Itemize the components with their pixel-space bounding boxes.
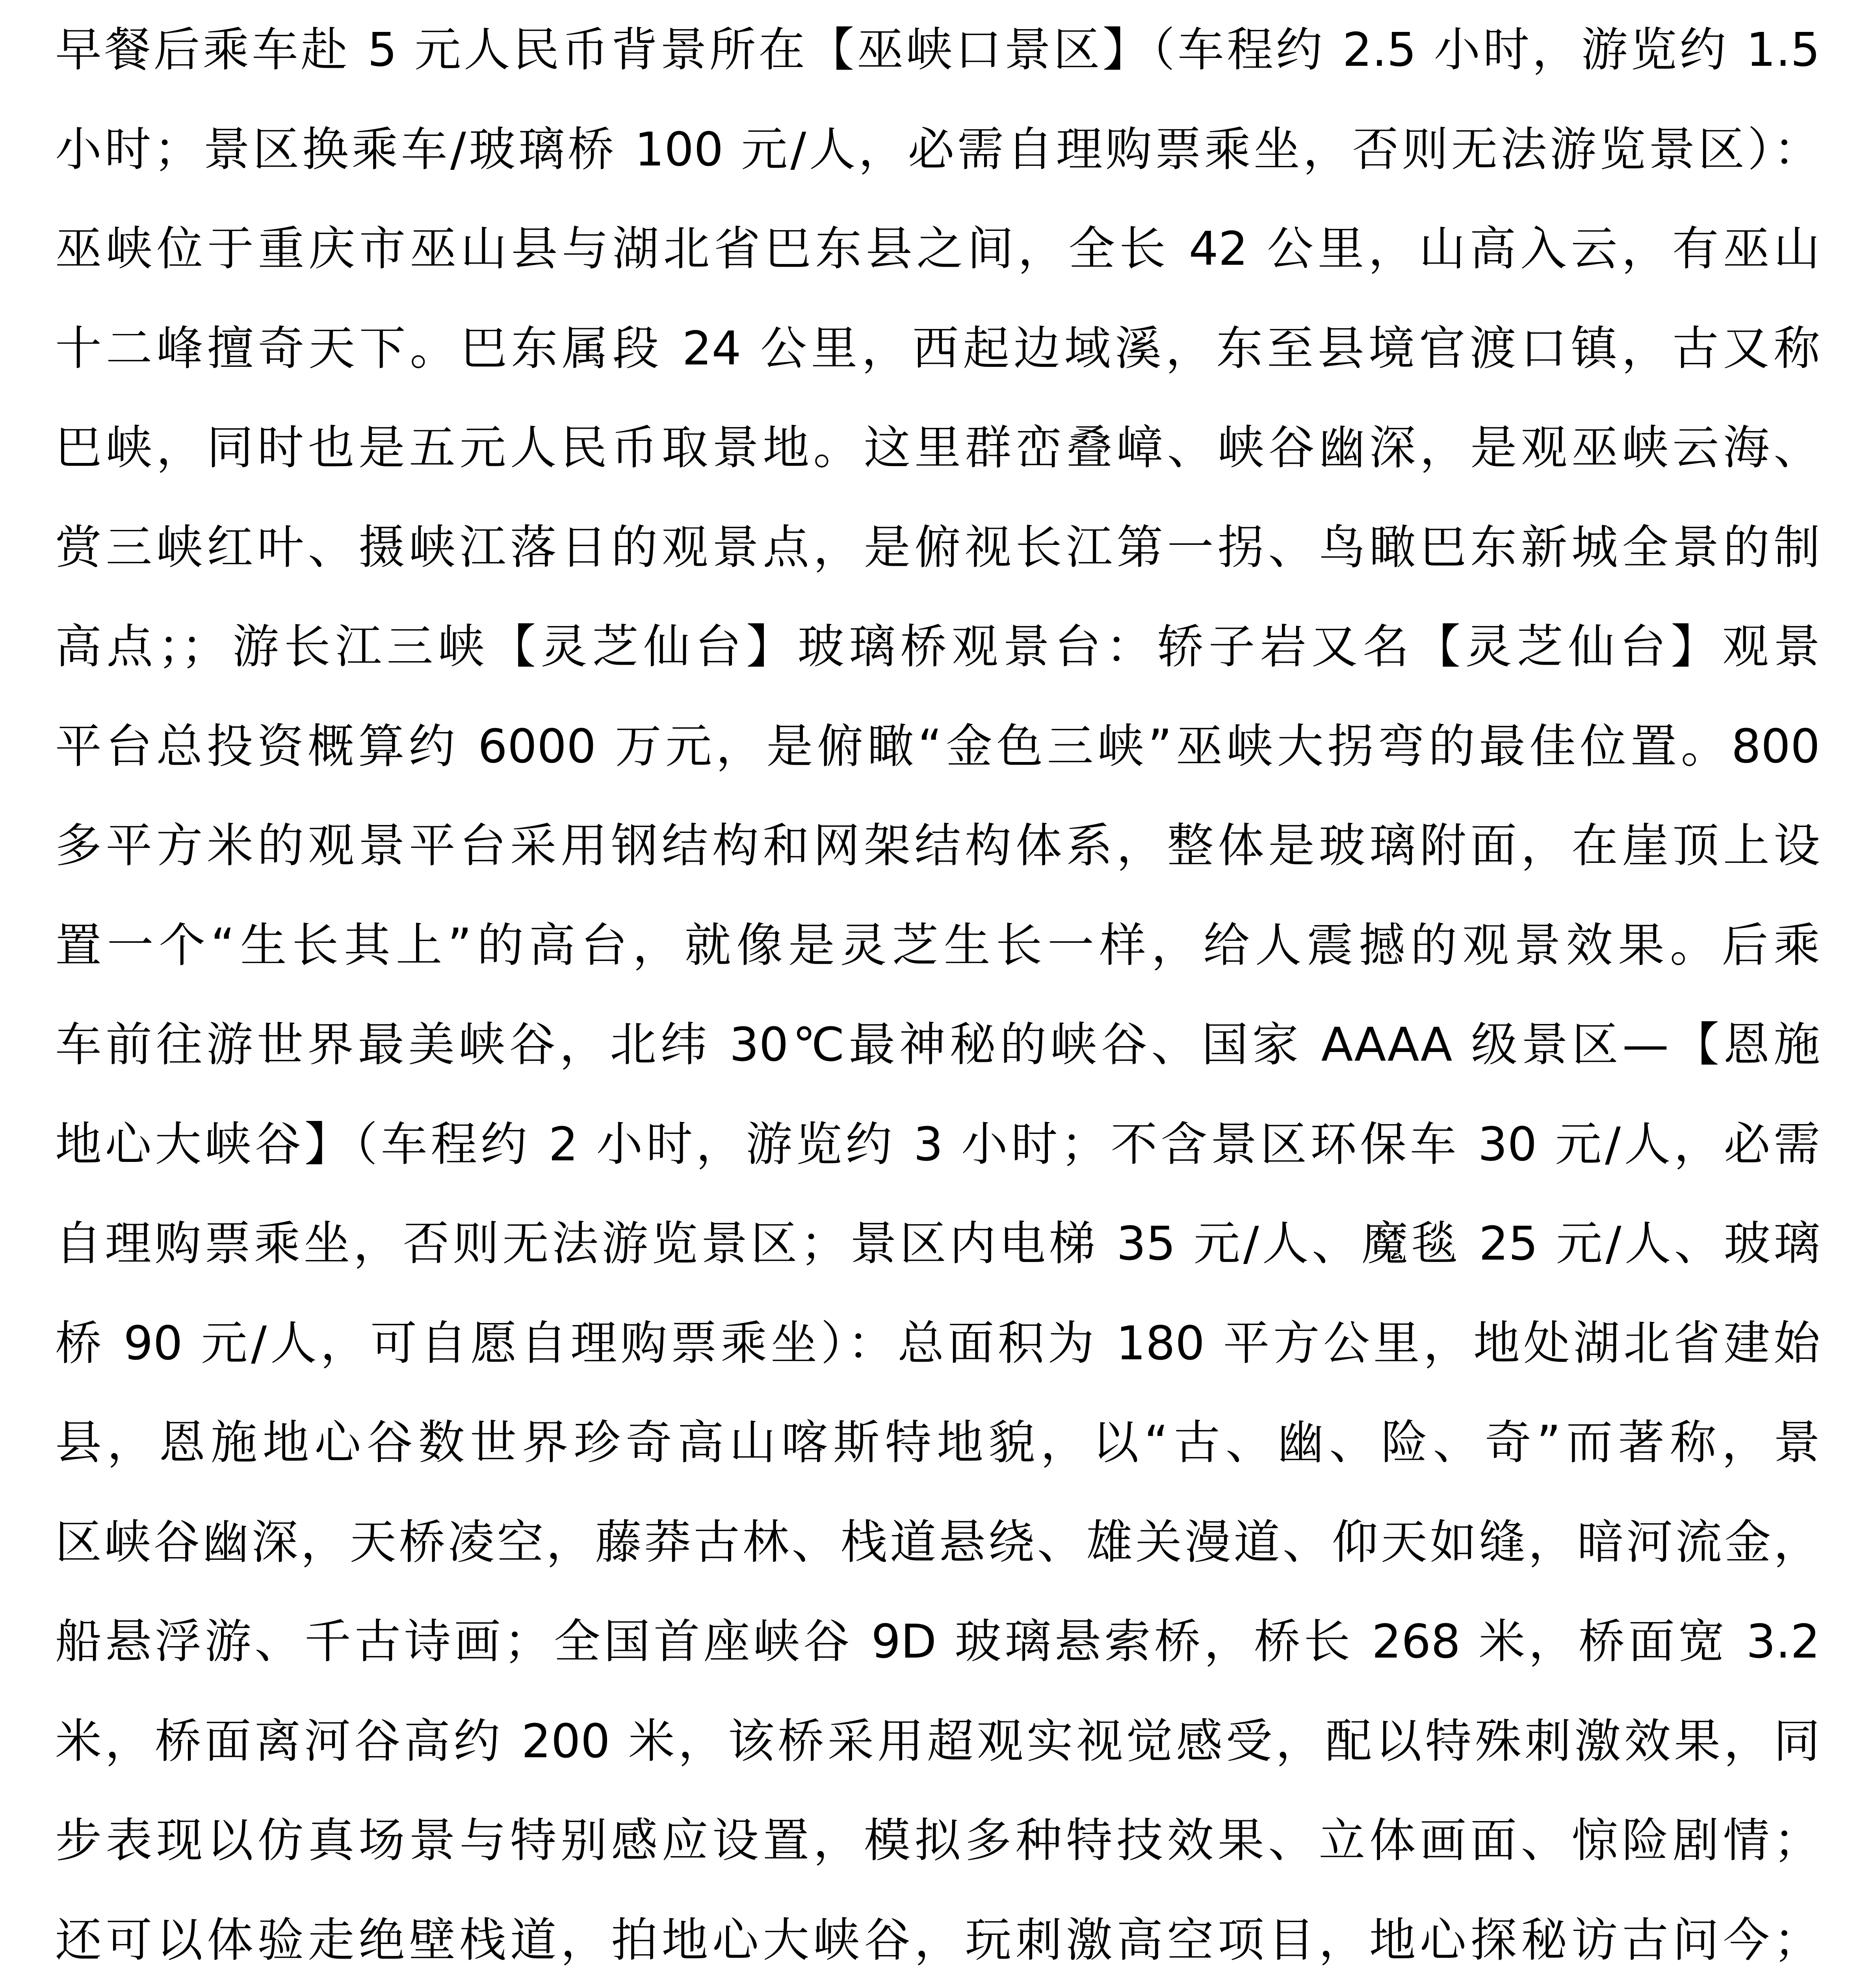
paragraph-line: 桥 90 元/人，可自愿自理购票乘坐）：总面积为 180 平方公里，地处湖北省建始 — [55, 1316, 1820, 1370]
paragraph-line: 小时；景区换乘车/玻璃桥 100 元/人，必需自理购票乘坐，否则无法游览景区）： — [55, 122, 1820, 177]
paragraph-line: 平台总投资概算约 6000 万元，是俯瞰“金色三峡”巫峡大拐弯的最佳位置。800 — [55, 719, 1820, 773]
paragraph-line: 县，恩施地心谷数世界珍奇高山喀斯特地貌，以“古、幽、险、奇”而著称，景 — [55, 1415, 1820, 1470]
paragraph-line: 自理购票乘坐，否则无法游览景区；景区内电梯 35 元/人、魔毯 25 元/人、玻璃 — [55, 1216, 1820, 1271]
paragraph-line: 船悬浮游、千古诗画；全国首座峡谷 9D 玻璃悬索桥，桥长 268 米，桥面宽 3.2 — [55, 1614, 1820, 1669]
paragraph-line: 十二峰擅奇天下。巴东属段 24 公里，西起边域溪，东至县境官渡口镇，古又称 — [55, 321, 1820, 375]
paragraph-line: 车前往游世界最美峡谷，北纬 30℃最神秘的峡谷、国家 AAAA 级景区—【恩施 — [55, 1017, 1820, 1072]
paragraph-line: 多平方米的观景平台采用钢结构和网架结构体系，整体是玻璃附面，在崖顶上设 — [55, 818, 1820, 873]
paragraph-line: 巫峡位于重庆市巫山县与湖北省巴东县之间，全长 42 公里，山高入云，有巫山 — [55, 221, 1820, 276]
paragraph-line: 区峡谷幽深，天桥凌空，藤莽古林、栈道悬绕、雄关漫道、仰天如缝，暗河流金， — [55, 1515, 1820, 1569]
paragraph-line: 步表现以仿真场景与特别感应设置，模拟多种特技效果、立体画面、惊险剧情； — [55, 1813, 1820, 1868]
paragraph-line: 早餐后乘车赴 5 元人民币背景所在【巫峡口景区】（车程约 2.5 小时，游览约 1.5 — [55, 22, 1820, 77]
paragraph-line: 赏三峡红叶、摄峡江落日的观景点，是俯视长江第一拐、鸟瞰巴东新城全景的制 — [55, 520, 1820, 574]
paragraph-line: 置一个“生长其上”的高台，就像是灵芝生长一样，给人震撼的观景效果。后乘 — [55, 918, 1820, 972]
paragraph-line: 巴峡，同时也是五元人民币取景地。这里群峦叠嶂、峡谷幽深，是观巫峡云海、 — [55, 420, 1820, 475]
paragraph-line: 米，桥面离河谷高约 200 米，该桥采用超观实视觉感受，配以特殊刺激效果，同 — [55, 1714, 1820, 1768]
paragraph-line: 地心大峡谷】（车程约 2 小时，游览约 3 小时；不含景区环保车 30 元/人，必需 — [55, 1117, 1820, 1171]
paragraph-line: 还可以体验走绝壁栈道，拍地心大峡谷，玩刺激高空项目，地心探秘访古问今； — [55, 1912, 1820, 1967]
paragraph-line: 高点；；游长江三峡【灵芝仙台】玻璃桥观景台：轿子岩又名【灵芝仙台】观景 — [55, 619, 1820, 674]
